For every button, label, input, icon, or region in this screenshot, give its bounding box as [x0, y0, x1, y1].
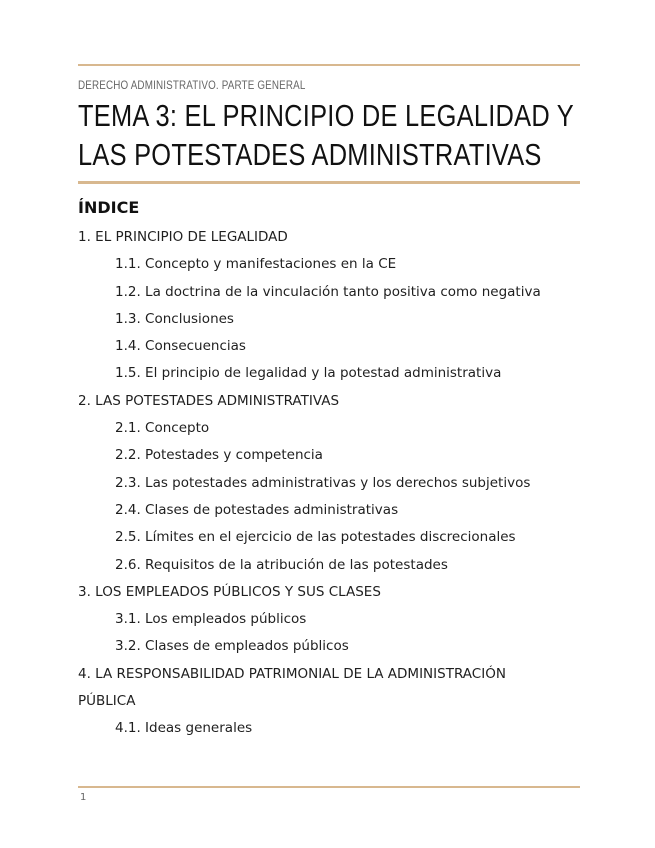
table-of-contents — [78, 224, 580, 743]
document-page — [78, 0, 580, 848]
page-title: TEMA 3: EL PRINCIPIO DE LEGALIDAD Y LAS POTESTADES ADMINISTRATIVAS — [78, 98, 574, 172]
toc-item-2-6: 2.6. Requisitos de la atribución de las potestades — [115, 556, 448, 573]
toc-item-4-1: 4.1. Ideas generales — [115, 720, 253, 737]
footer-rule — [78, 786, 580, 788]
page-number: 1 — [80, 792, 87, 803]
toc-item-1-4: 1.4. Consecuencias — [115, 338, 246, 355]
toc-item-2-1: 2.1. Concepto — [115, 420, 210, 437]
title-divider — [78, 181, 580, 184]
toc-section-2: 2. LAS POTESTADES ADMINISTRATIVAS — [78, 392, 340, 409]
toc-item-3-1: 3.1. Los empleados públicos — [115, 611, 307, 628]
toc-item-1-2: 1.2. La doctrina de la vinculación tanto positiva como negativa — [115, 283, 541, 300]
toc-section-3: 3. LOS EMPLEADOS PÚBLICOS Y SUS CLASES — [78, 583, 381, 600]
toc-item-1-3: 1.3. Conclusiones — [115, 310, 234, 327]
document-subtitle: DERECHO ADMINISTRATIVO. PARTE GENERAL — [78, 78, 306, 92]
toc-item-1-5: 1.5. El principio de legalidad y la potestad administrativa — [115, 365, 502, 382]
toc-item-2-4: 2.4. Clases de potestades administrativas — [115, 501, 399, 518]
toc-item-2-5: 2.5. Límites en el ejercicio de las potestades discrecionales — [115, 529, 516, 546]
toc-item-2-3: 2.3. Las potestades administrativas y los derechos subjetivos — [115, 474, 531, 491]
index-heading: ÍNDICE — [78, 198, 140, 217]
toc-item-2-2: 2.2. Potestades y competencia — [115, 447, 323, 464]
toc-item-3-2: 3.2. Clases de empleados públicos — [115, 638, 349, 655]
toc-section-1: 1. EL PRINCIPIO DE LEGALIDAD — [78, 229, 288, 245]
header-top-rule — [78, 64, 580, 66]
toc-section-4: 4. LA RESPONSABILIDAD PATRIMONIAL DE LA ADMINISTRACIÓN PÚBLICA — [78, 665, 506, 710]
toc-item-1-1: 1.1. Concepto y manifestaciones en la CE — [115, 256, 397, 273]
